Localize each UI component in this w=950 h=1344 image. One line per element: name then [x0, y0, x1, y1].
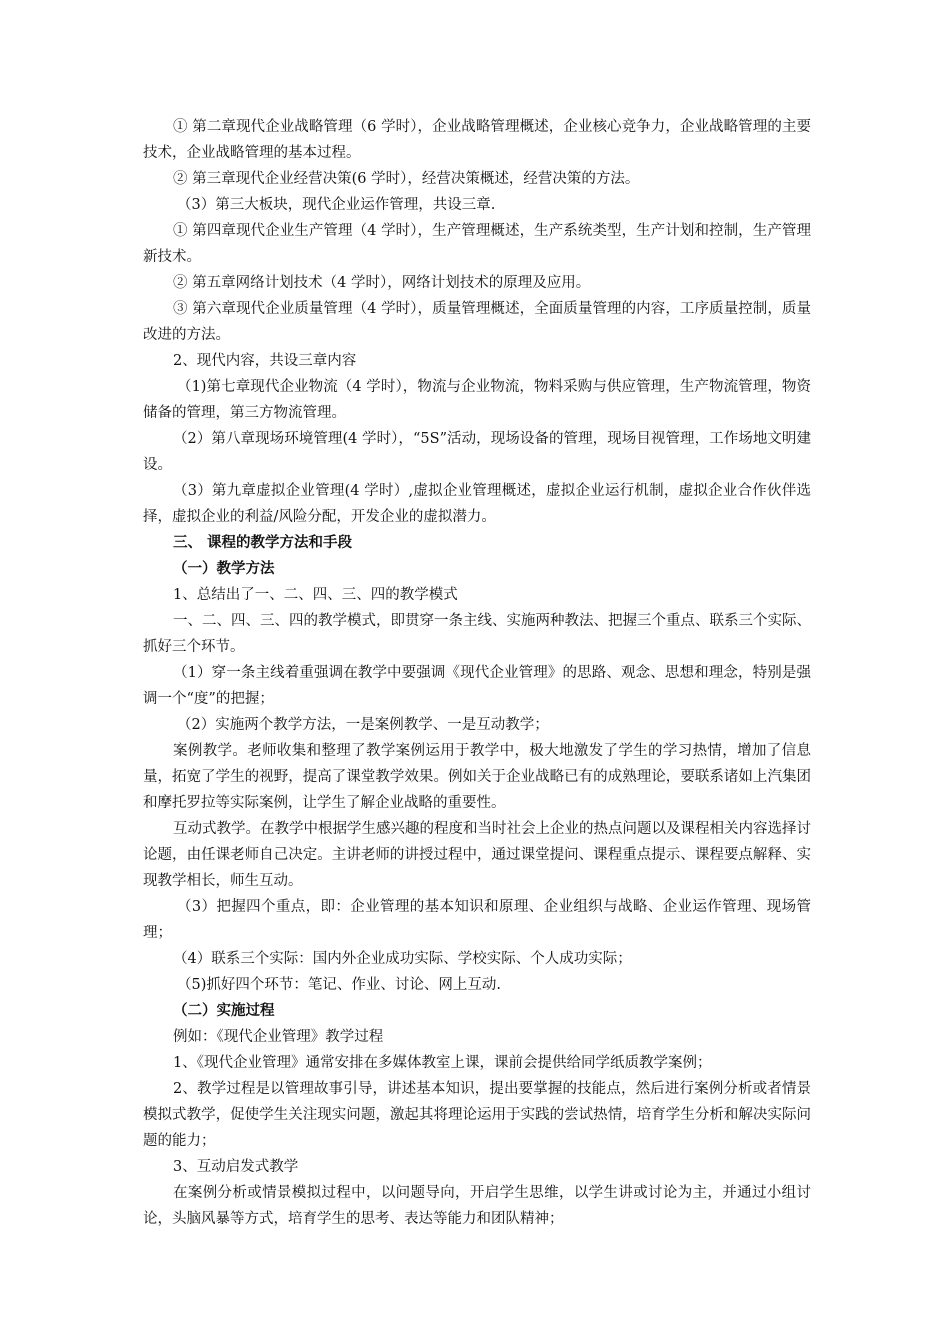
paragraph-three-realities: （4）联系三个实际：国内外企业成功实际、学校实际、个人成功实际； [173, 951, 632, 967]
paragraph-teaching-model: 一、二、四、三、四的教学模式，即贯穿一条主线、实施两种教法、把握三个重点、联系三个实际、抓好三个环节。 [143, 613, 811, 655]
paragraph-two-methods: （2）实施两个教学方法，一是案例教学、一是互动教学； [177, 717, 549, 733]
paragraph-four-key-points: （3）把握四个重点，即：企业管理的基本知识和原理、企业组织与战略、企业运作管理、现场管理； [143, 899, 811, 941]
paragraph-block-3: （3）第三大板块，现代企业运作管理，共设三章. [177, 197, 496, 213]
paragraph-chapter-8: （2）第八章现场环境管理(4 学时），“5S”活动，现场设备的管理，现场目视管理，工作场地文明建设。 [143, 431, 811, 473]
paragraph-chapter-7: （1)第七章现代企业物流（4 学时），物流与企业物流，物料采购与供应管理，生产物流管理，物资储备的管理，第三方物流管理。 [143, 379, 811, 421]
paragraph-chapter-5: ② 第五章网络计划技术（4 学时），网络计划技术的原理及应用。 [173, 275, 591, 291]
paragraph-modern-content: 2、现代内容，共设三章内容 [173, 353, 357, 369]
paragraph-step-1: 1、《现代企业管理》通常安排在多媒体教室上课，课前会提供给同学纸质教学案例； [173, 1055, 712, 1071]
paragraph-step-2: 2、教学过程是以管理故事引导，讲述基本知识，提出要掌握的技能点，然后进行案例分析或者情景模拟式教学，促使学生关注现实问题，激起其将理论运用于实践的尝试热情，培育学生分析和解决实际问题的能力； [143, 1081, 811, 1149]
paragraph-chapter-4: ① 第四章现代企业生产管理（4 学时），生产管理概述，生产系统类型，生产计划和控制，生产管理新技术。 [143, 223, 811, 265]
paragraph-case-analysis: 在案例分析或情景模拟过程中，以问题导向，开启学生思维，以学生讲或讨论为主，并通过小组讨论，头脑风暴等方式，培育学生的思考、表达等能力和团队精神； [143, 1185, 811, 1227]
paragraph-chapter-2: ① 第二章现代企业战略管理（6 学时），企业战略管理概述，企业核心竞争力，企业战略管理的主要技术，企业战略管理的基本过程。 [143, 119, 811, 161]
paragraph-interactive-teaching: 互动式教学。在教学中根据学生感兴趣的程度和当时社会上企业的热点问题以及课程相关内容选择讨论题，由任课老师自己决定。主讲老师的讲授过程中，通过课堂提问、课程重点提示、课程要点解释、实现教学相长，师生互动。 [143, 821, 811, 889]
paragraph-teaching-model-summary: 1、总结出了一、二、四、三、四的教学模式 [173, 587, 458, 603]
subsection-heading-implementation: （二）实施过程 [173, 1002, 275, 1019]
subsection-heading-teaching-method: （一）教学方法 [173, 560, 275, 577]
document-page [143, 114, 811, 1232]
paragraph-step-3: 3、互动启发式教学 [173, 1159, 299, 1175]
paragraph-chapter-6: ③ 第六章现代企业质量管理（4 学时），质量管理概述，全面质量管理的内容，工序质量控制，质量改进的方法。 [143, 301, 811, 343]
section-heading-teaching-methods: 三、 课程的教学方法和手段 [173, 534, 353, 551]
paragraph-chapter-9: （3）第九章虚拟企业管理(4 学时）,虚拟企业管理概述，虚拟企业运行机制，虚拟企业合作伙伴选择，虚拟企业的利益/风险分配，开发企业的虚拟潜力。 [143, 483, 811, 525]
paragraph-main-line: （1）穿一条主线着重强调在教学中要强调《现代企业管理》的思路、观念、思想和理念，特别是强调一个“度”的把握； [143, 665, 811, 707]
paragraph-case-teaching: 案例教学。老师收集和整理了教学案例运用于教学中，极大地激发了学生的学习热情，增加了信息量，拓宽了学生的视野，提高了课堂教学效果。例如关于企业战略已有的成熟理论，要联系诸如上汽集团和摩托罗拉等实际案例，让学生了解企业战略的重要性。 [143, 743, 811, 811]
paragraph-chapter-3: ② 第三章现代企业经营决策(6 学时），经营决策概述，经营决策的方法。 [173, 171, 640, 187]
paragraph-four-links: （5)抓好四个环节：笔记、作业、讨论、网上互动. [177, 977, 501, 993]
paragraph-example: 例如：《现代企业管理》教学过程 [173, 1029, 384, 1045]
